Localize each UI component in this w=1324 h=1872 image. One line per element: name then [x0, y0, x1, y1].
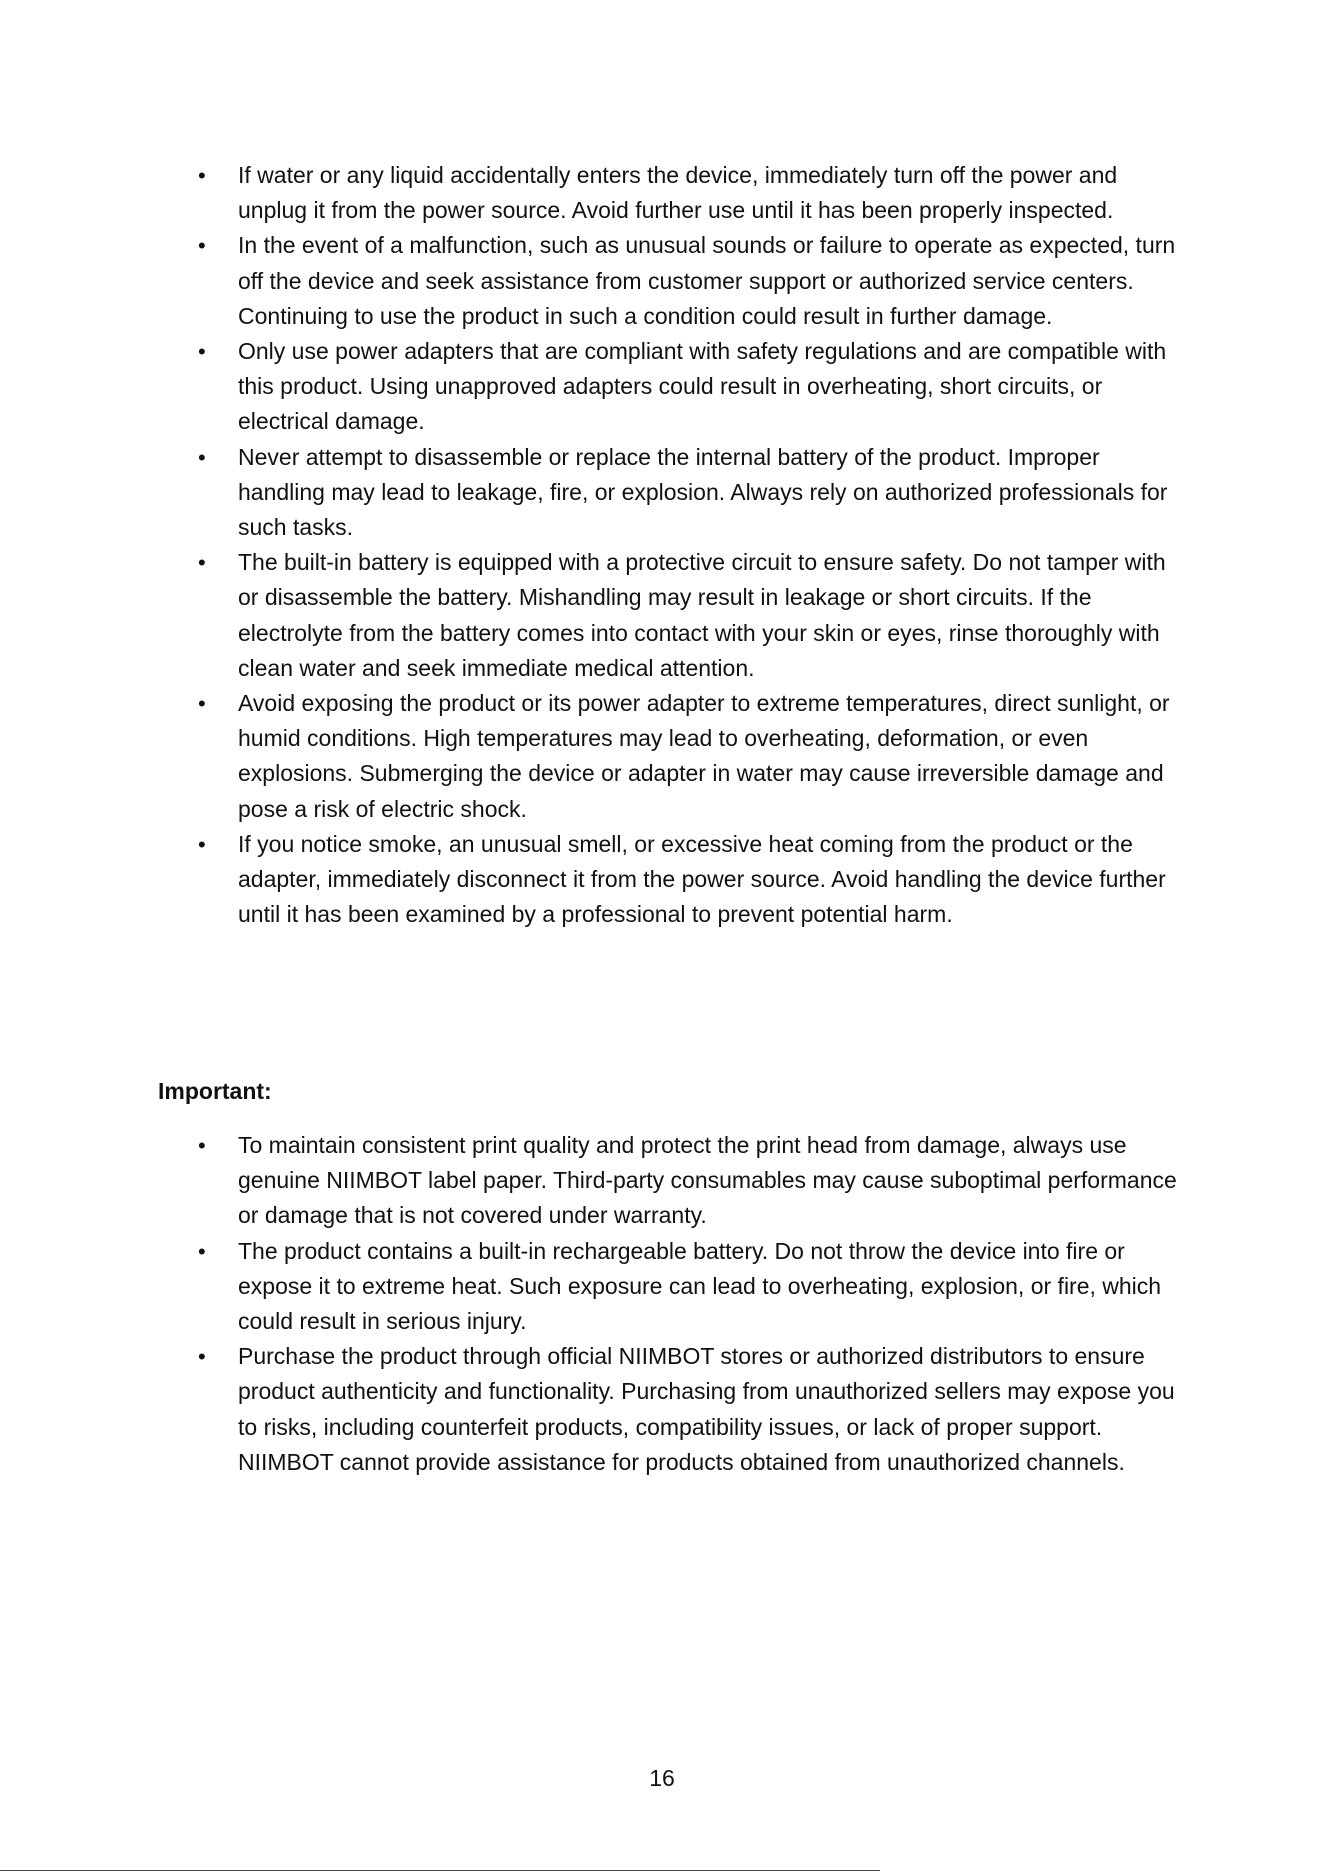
bullet-icon: • [198, 444, 206, 470]
bullet-icon: • [198, 233, 206, 259]
bullet-icon: • [198, 550, 206, 576]
list-item [198, 228, 1178, 334]
list-item-text: Purchase the product through official NIIMBOT stores or authorized distributors to ensure product authenticity and functionality. Purchasing from unauthorized sellers may expose you to risks, including counterfeit products, compatibility issues, or lack of proper support. NIIMBOT cannot provide assistance for products obtained from unauthorized channels. [238, 1343, 1175, 1475]
list-item-text: The built-in battery is equipped with a protective circuit to ensure safety. Do not tamper with or disassemble the battery. Mishandling may result in leakage or short circuits. If the electrolyte from the battery comes into contact with your skin or eyes, rinse thoroughly with clean water and seek immediate medical attention. [238, 549, 1166, 681]
bullet-icon: • [198, 831, 206, 857]
list-item [198, 686, 1178, 827]
bullet-icon: • [198, 163, 206, 188]
list-item [198, 1234, 1178, 1340]
list-item-text: Only use power adapters that are compliant with safety regulations and are compatible with this product. Using unapproved adapters could result in overheating, short circuits, or electrical damage. [238, 338, 1167, 435]
bullet-icon: • [198, 1133, 206, 1158]
page-number: 16 [649, 1765, 675, 1791]
list-item-text: If you notice smoke, an unusual smell, or excessive heat coming from the product or the adapter, immediately disconnect it from the power source. Avoid handling the device further until it has been examined by a professional to prevent potential harm. [238, 830, 1166, 928]
list-item [198, 1128, 1178, 1234]
list-item [198, 440, 1178, 546]
list-item [198, 545, 1178, 686]
important-heading: Important: [158, 1078, 272, 1104]
list-item-text: The product contains a built-in rechargeable battery. Do not throw the device into fire or expose it to extreme heat. Such exposure can lead to overheating, explosion, or fire, which could result in serious injury. [238, 1237, 1162, 1335]
list-item-text: In the event of a malfunction, such as unusual sounds or failure to operate as expected, turn off the device and seek assistance from customer support or authorized service centers. Continuing to use the product in such a condition could result in further damage. [238, 232, 1176, 329]
bullet-icon: • [198, 1238, 206, 1264]
list-item [198, 158, 1178, 228]
list-item-text: Never attempt to disassemble or replace the internal battery of the product. Improper handling may lead to leakage, fire, or explosion. Always rely on authorized professionals for such tasks. [238, 443, 1168, 541]
list-item-text: If water or any liquid accidentally enters the device, immediately turn off the power and unplug it from the power source. Avoid further use until it has been properly inspected. [238, 162, 1118, 224]
list-item [198, 334, 1178, 440]
footer-divider [0, 1870, 880, 1871]
safety-bullet-list [198, 158, 1178, 932]
list-item-text: Avoid exposing the product or its power adapter to extreme temperatures, direct sunlight, or humid conditions. High temperatures may lead to overheating, deformation, or even explosions. Submerging the device or adapter in water may cause irreversible damage and pose a risk of electric shock. [238, 690, 1170, 822]
list-item-text: To maintain consistent print quality and protect the print head from damage, always use genuine NIIMBOT label paper. Third-party consumables may cause suboptimal performance or damage that is not covered under warranty. [238, 1132, 1177, 1229]
bullet-icon: • [198, 691, 206, 717]
bullet-icon: • [198, 1344, 206, 1370]
list-item [198, 1339, 1178, 1480]
important-bullet-list [198, 1128, 1178, 1480]
bullet-icon: • [198, 339, 206, 365]
list-item [198, 827, 1178, 933]
